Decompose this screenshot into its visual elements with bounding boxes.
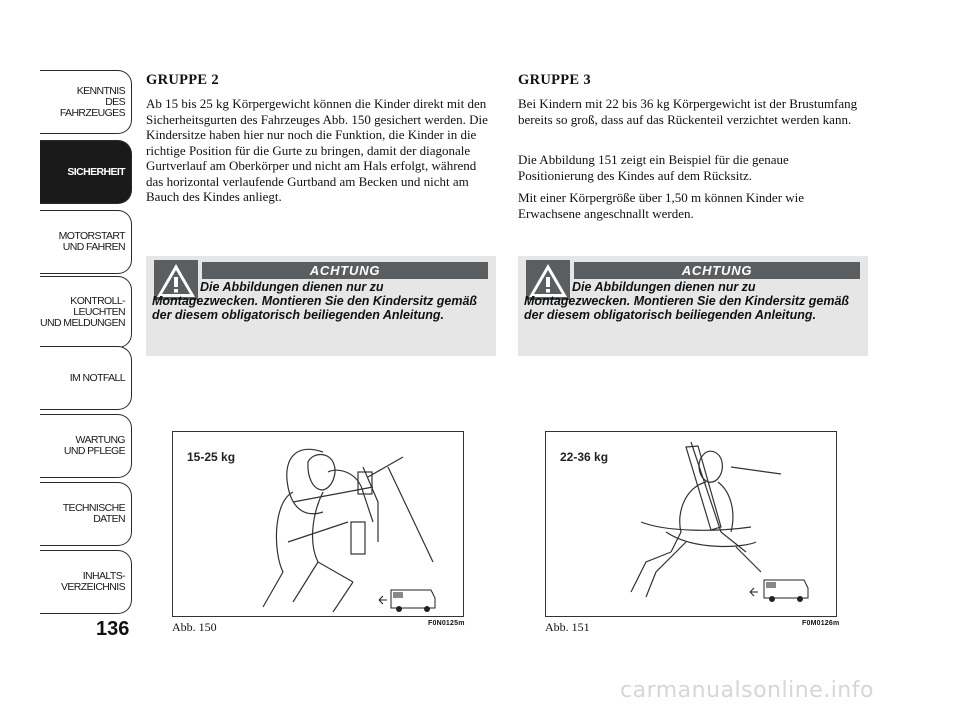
figure-caption-151: Abb. 151 [545, 620, 590, 634]
figure-weight-label: 22-36 kg [560, 450, 609, 464]
tab-kontrollleuchten[interactable]: KONTROLL- LEUCHTEN UND MELDUNGEN [40, 276, 132, 348]
figure-150 [172, 431, 464, 617]
tab-im-notfall[interactable]: IM NOTFALL [40, 346, 132, 410]
child-booster-seat-illustration [173, 432, 464, 617]
paragraph-gruppe-3-2: Die Abbildung 151 zeigt ein Beispiel für die genaue Positionierung des Kindes auf dem Rücksitz. [518, 152, 789, 183]
paragraph-gruppe-3-1: Bei Kindern mit 22 bis 36 kg Körpergewicht ist der Brustumfang bereits so groß, dass auf das Rückenteil verzichtet werden kann. [518, 96, 858, 127]
child-seatbelt-illustration [546, 432, 837, 617]
tab-kenntnis[interactable]: KENNTNIS DES FAHRZEUGES [40, 70, 132, 134]
van-icon [379, 590, 435, 612]
warning-box-right [518, 256, 868, 356]
tab-motorstart[interactable]: MOTORSTART UND FAHREN [40, 210, 132, 274]
figure-caption-150: Abb. 150 [172, 620, 217, 634]
warning-title: ACHTUNG [202, 262, 488, 279]
warning-text: Die Abbildungen dienen nur zu Montagezwecken. Montieren Sie den Kindersitz gemäß der diesem obligatorisch beiliegenden Anleitung. [524, 280, 850, 322]
heading-gruppe-2: GRUPPE 2 [146, 72, 219, 88]
warning-text: Die Abbildungen dienen nur zu Montagezwecken. Montieren Sie den Kindersitz gemäß der diesem obligatorisch beiliegenden Anleitung. [152, 280, 478, 322]
warning-box-left [146, 256, 496, 356]
page-number: 136 [96, 618, 130, 640]
tab-wartung[interactable]: WARTUNG UND PFLEGE [40, 414, 132, 478]
warning-title: ACHTUNG [574, 262, 860, 279]
heading-gruppe-3: GRUPPE 3 [518, 72, 591, 88]
figure-151 [545, 431, 837, 617]
van-icon [750, 580, 808, 602]
watermark: carmanualsonline.info [620, 678, 874, 703]
paragraph-gruppe-3-3: Mit einer Körpergröße über 1,50 m können Kinder wie Erwachsene angeschnallt werden. [518, 190, 805, 221]
figure-weight-label: 15-25 kg [187, 450, 236, 464]
paragraph-gruppe-2: Ab 15 bis 25 kg Körpergewicht können die Kinder direkt mit den Sicherheitsgurten des Fahrzeuges Abb. 150 gesichert werden. Die Kindersitze haben hier nur noch die Funktion, die Kinder in die richtige Position für die Gurte zu bringen, damit der diagonale Gurtverlauf am Oberkörper und nicht am Hals erfolgt, während das horizontal verlaufende Gurtband am Becken und nicht am Bauch des Kindes anliegt. [146, 96, 488, 204]
tab-technische-daten[interactable]: TECHNISCHE DATEN [40, 482, 132, 546]
tab-inhaltsverzeichnis[interactable]: INHALTS- VERZEICHNIS [40, 550, 132, 614]
tab-sicherheit[interactable]: SICHERHEIT [40, 140, 132, 204]
figure-code-151: F0M0126m [802, 620, 840, 627]
figure-code-150: F0N0125m [428, 620, 465, 627]
